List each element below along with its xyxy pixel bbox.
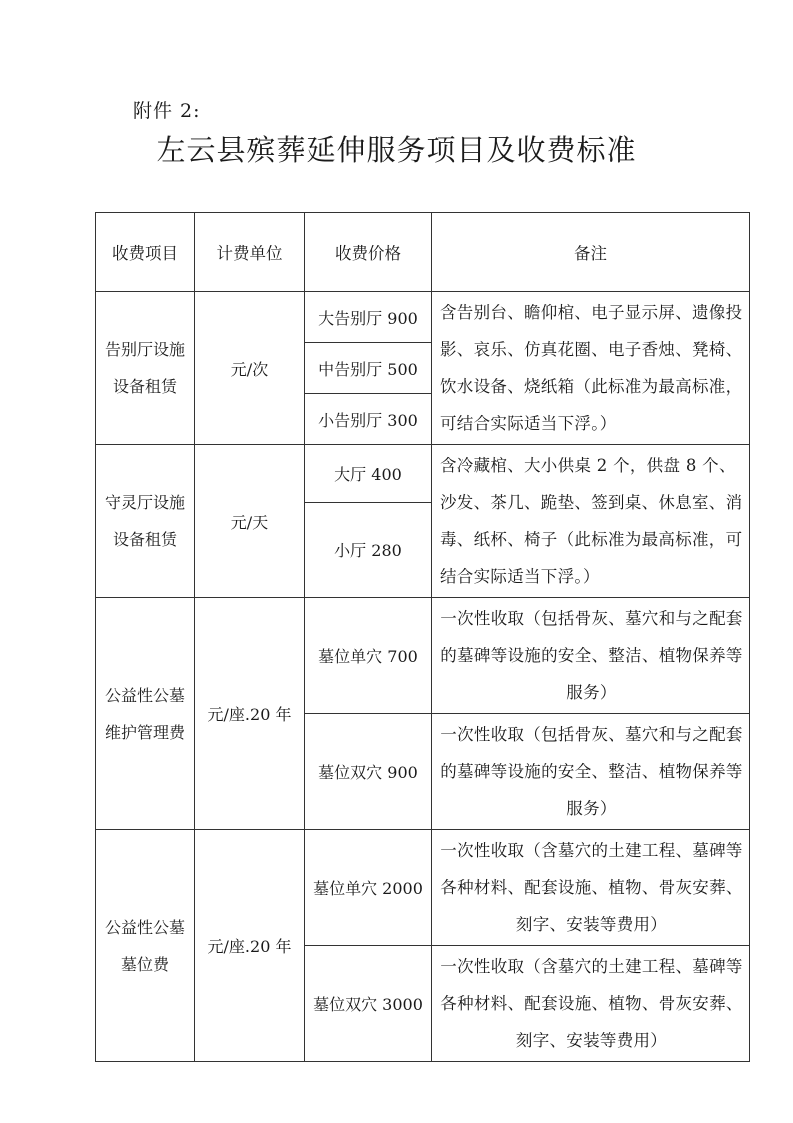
fee-item: 告别厅设施设备租赁 [96,292,195,445]
fee-table [95,212,750,1062]
fee-unit: 元/座.20 年 [195,830,305,1062]
header-note: 备注 [432,213,750,292]
header-item: 收费项目 [96,213,195,292]
table-row [96,830,750,946]
header-price: 收费价格 [305,213,432,292]
table-row [96,292,750,343]
fee-unit: 元/天 [195,445,305,598]
fee-price: 大告别厅 900 [305,292,432,343]
fee-price: 大厅 400 [305,445,432,503]
fee-price: 墓位双穴 3000 [305,946,432,1062]
fee-note: 一次性收取（含墓穴的土建工程、墓碑等各种材料、配套设施、植物、骨灰安葬、刻字、安装等费用） [432,830,750,946]
fee-note: 含冷藏棺、大小供桌 2 个，供盘 8 个、沙发、茶几、跪垫、签到桌、休息室、消毒、纸杯、椅子（此标准为最高标准，可结合实际适当下浮。） [432,445,750,598]
fee-item: 公益性公墓维护管理费 [96,598,195,830]
document-title: 左云县殡葬延伸服务项目及收费标准 [156,133,637,167]
fee-price: 墓位单穴 700 [305,598,432,714]
fee-price: 小厅 280 [305,502,432,598]
table-header-row [96,213,750,292]
fee-unit: 元/座.20 年 [195,598,305,830]
fee-note: 一次性收取（包括骨灰、墓穴和与之配套的墓碑等设施的安全、整洁、植物保养等服务） [432,598,750,714]
fee-item: 公益性公墓墓位费 [96,830,195,1062]
fee-price: 中告别厅 500 [305,343,432,394]
table-row [96,598,750,714]
fee-price: 墓位单穴 2000 [305,830,432,946]
fee-note: 一次性收取（含墓穴的土建工程、墓碑等各种材料、配套设施、植物、骨灰安葬、刻字、安装等费用） [432,946,750,1062]
fee-price: 墓位双穴 900 [305,714,432,830]
fee-unit: 元/次 [195,292,305,445]
header-unit: 计费单位 [195,213,305,292]
table-row [96,445,750,503]
fee-note: 一次性收取（包括骨灰、墓穴和与之配套的墓碑等设施的安全、整洁、植物保养等服务） [432,714,750,830]
attachment-label: 附件 2: [133,100,201,122]
fee-item: 守灵厅设施设备租赁 [96,445,195,598]
fee-price: 小告别厅 300 [305,394,432,445]
fee-note: 含告别台、瞻仰棺、电子显示屏、遗像投影、哀乐、仿真花圈、电子香烛、凳椅、饮水设备、烧纸箱（此标准为最高标准，可结合实际适当下浮。） [432,292,750,445]
